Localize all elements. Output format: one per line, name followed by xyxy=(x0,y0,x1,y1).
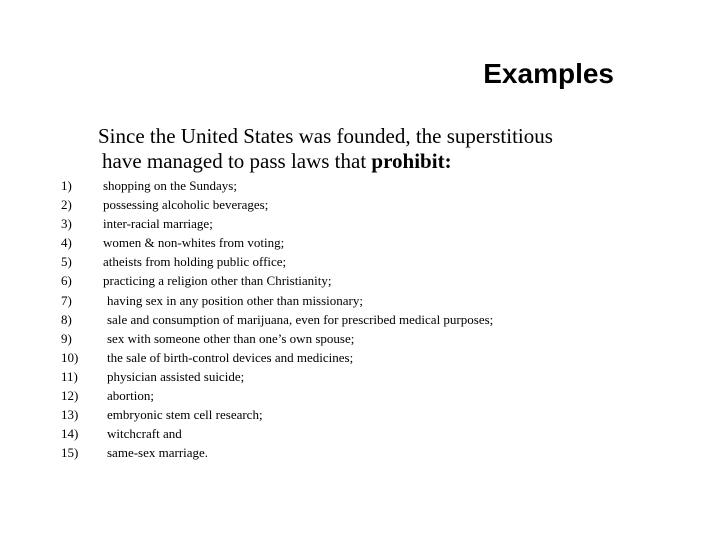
list-item xyxy=(0,271,720,290)
intro-line-2 xyxy=(98,149,638,174)
list-item xyxy=(0,195,720,214)
item-text: embryonic stem cell research; xyxy=(107,407,263,423)
list-item xyxy=(0,176,720,195)
list-item xyxy=(0,424,720,443)
item-number: 10) xyxy=(61,349,79,365)
item-number: 11) xyxy=(61,368,78,384)
item-number: 9) xyxy=(61,330,72,346)
item-number: 7) xyxy=(61,292,72,308)
item-text: inter-racial marriage; xyxy=(103,216,213,232)
list-item xyxy=(0,386,720,405)
item-text: atheists from holding public office; xyxy=(103,254,287,270)
item-number: 2) xyxy=(61,197,72,213)
item-text: sex with someone other than one’s own spouse; xyxy=(107,330,355,346)
item-number: 6) xyxy=(61,273,72,289)
list-item xyxy=(0,214,720,233)
list-item xyxy=(0,329,720,348)
item-number: 13) xyxy=(61,407,79,423)
item-text: possessing alcoholic beverages; xyxy=(103,197,269,213)
list-item xyxy=(0,252,720,271)
item-number: 5) xyxy=(61,254,72,270)
item-number: 4) xyxy=(61,235,72,251)
item-text: shopping on the Sundays; xyxy=(103,178,237,193)
list-item xyxy=(0,405,720,424)
intro-paragraph xyxy=(98,124,638,174)
item-number: 1) xyxy=(61,178,72,193)
item-number: 15) xyxy=(61,445,79,461)
item-number: 8) xyxy=(61,311,72,327)
item-text: having sex in any position other than missionary; xyxy=(107,292,363,308)
page-title: Examples xyxy=(483,58,614,89)
list-item xyxy=(0,310,720,329)
intro-line-1: Since the United States was founded, the superstitious xyxy=(98,124,553,148)
item-text: women & non-whites from voting; xyxy=(103,235,285,251)
item-text: the sale of birth-control devices and medicines; xyxy=(107,349,354,365)
list-item xyxy=(0,348,720,367)
item-text: sale and consumption of marijuana, even for prescribed medical purposes; xyxy=(107,311,494,327)
intro-emphasis: prohibit: xyxy=(371,149,452,173)
item-text: same-sex marriage. xyxy=(107,445,209,461)
item-number: 12) xyxy=(61,388,79,404)
intro-line-2-text: have managed to pass laws that xyxy=(102,149,372,173)
item-text: witchcraft and xyxy=(107,426,182,442)
item-number: 14) xyxy=(61,426,79,442)
list-item xyxy=(0,291,720,310)
item-text: physician assisted suicide; xyxy=(107,368,245,384)
prohibitions-list xyxy=(0,176,720,462)
item-text: abortion; xyxy=(107,388,154,404)
item-number: 3) xyxy=(61,216,72,232)
item-text: practicing a religion other than Christianity; xyxy=(103,273,332,289)
list-item xyxy=(0,367,720,386)
list-item xyxy=(0,443,720,462)
list-item xyxy=(0,233,720,252)
